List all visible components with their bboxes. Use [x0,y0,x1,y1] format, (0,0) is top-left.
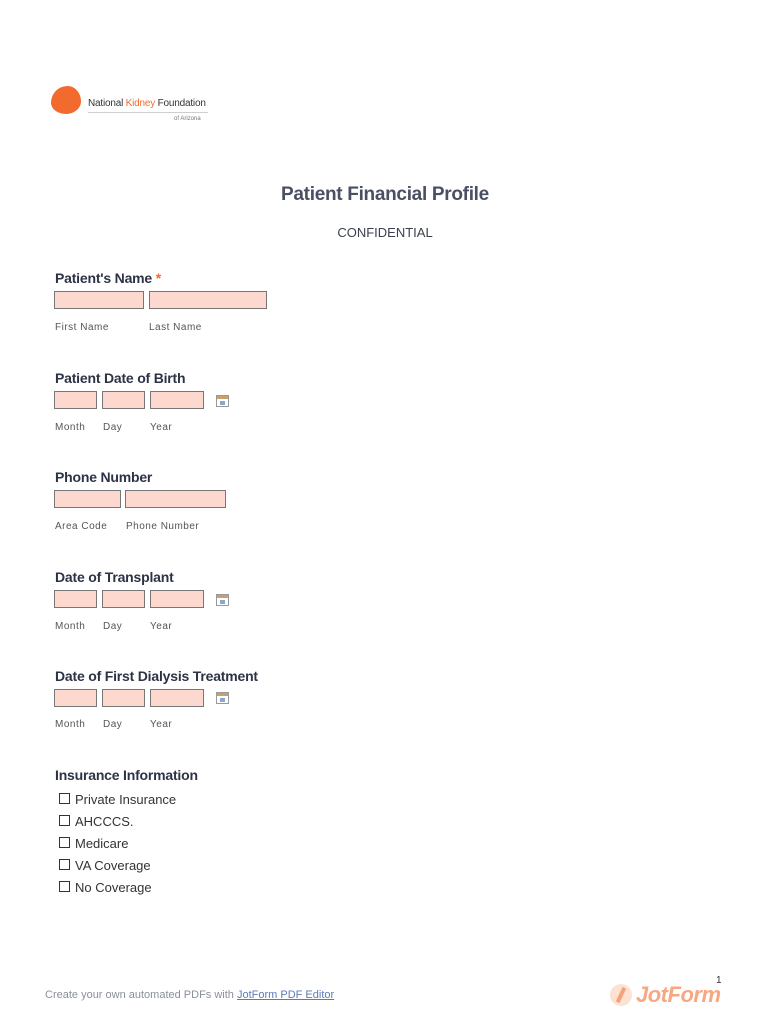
logo-subtext: of Arizona [174,116,201,122]
phone-number-sublabel: Phone Number [126,521,200,532]
transplant-year-sublabel: Year [150,621,173,632]
calendar-icon[interactable] [216,692,229,704]
transplant-day-sublabel: Day [103,621,123,632]
medicare-option: Medicare [75,836,129,851]
dob-label: Patient Date of Birth [55,370,186,386]
page-title: Patient Financial Profile [281,184,489,205]
transplant-month-input[interactable] [54,590,97,608]
last-name-sublabel: Last Name [149,322,202,333]
private-insurance-option: Private Insurance [75,792,177,807]
patient-name-label: Patient's Name * [55,270,161,286]
no-coverage-checkbox[interactable] [59,881,70,892]
phone-number-input[interactable] [125,490,226,508]
dialysis-day-input[interactable] [102,689,145,707]
jotform-brand: JotForm [636,982,721,1007]
page-subtitle: CONFIDENTIAL [337,225,433,240]
dialysis-month-input[interactable] [54,689,97,707]
dialysis-day-sublabel: Day [103,719,123,730]
first-name-input[interactable] [54,291,144,309]
logo-text: National Kidney Foundation [88,98,206,109]
calendar-icon[interactable] [216,594,229,606]
area-code-sublabel: Area Code [55,521,108,532]
va-coverage-checkbox[interactable] [59,859,70,870]
phone-label: Phone Number [55,469,153,485]
dialysis-year-input[interactable] [150,689,204,707]
dialysis-month-sublabel: Month [55,719,86,730]
dob-year-input[interactable] [150,391,204,409]
dialysis-label: Date of First Dialysis Treatment [55,668,258,684]
transplant-label: Date of Transplant [55,569,174,585]
ahcccs-option: AHCCCS. [75,814,134,829]
transplant-day-input[interactable] [102,590,145,608]
private-insurance-checkbox[interactable] [59,793,70,804]
transplant-month-sublabel: Month [55,621,86,632]
no-coverage-option: No Coverage [75,880,152,895]
dob-month-input[interactable] [54,391,97,409]
footer-text: Create your own automated PDFs with JotForm PDF Editor [45,989,335,1001]
kidney-logo-icon [51,86,81,114]
dob-day-input[interactable] [102,391,145,409]
first-name-sublabel: First Name [55,322,109,333]
jotform-logo-icon [610,984,632,1006]
area-code-input[interactable] [54,490,121,508]
logo-divider [88,112,208,113]
calendar-icon[interactable] [216,395,229,407]
dob-day-sublabel: Day [103,422,123,433]
jotform-editor-link[interactable]: JotForm PDF Editor [236,989,335,1001]
last-name-input[interactable] [149,291,267,309]
page-number: 1 [716,975,722,986]
insurance-label: Insurance Information [55,767,198,783]
va-coverage-option: VA Coverage [75,858,151,873]
medicare-checkbox[interactable] [59,837,70,848]
dob-month-sublabel: Month [55,422,86,433]
dob-year-sublabel: Year [150,422,173,433]
transplant-year-input[interactable] [150,590,204,608]
dialysis-year-sublabel: Year [150,719,173,730]
required-asterisk: * [155,270,161,286]
ahcccs-checkbox[interactable] [59,815,70,826]
